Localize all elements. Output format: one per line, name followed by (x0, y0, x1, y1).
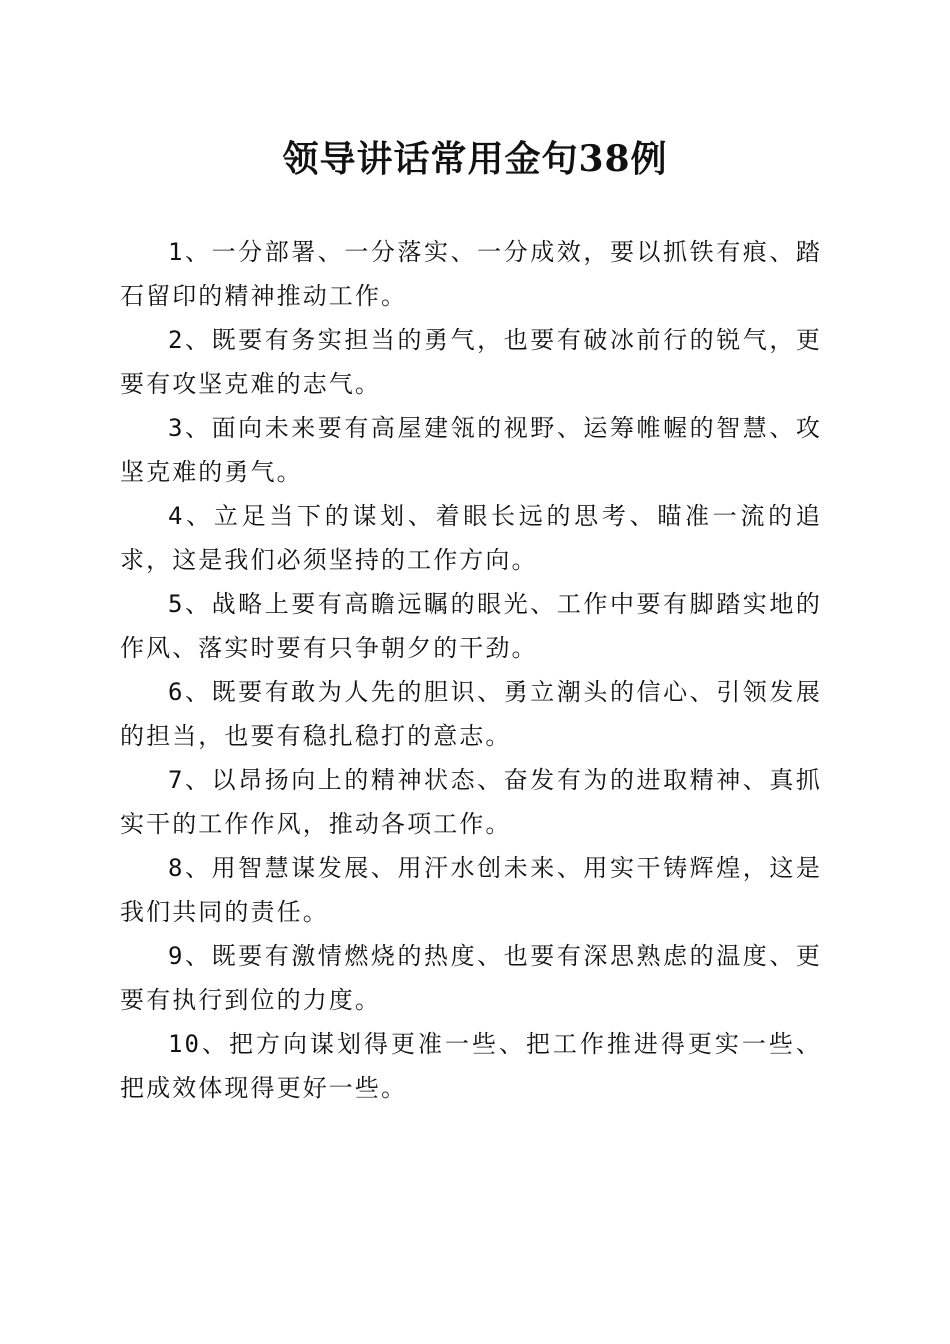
paragraph-1: 1、一分部署、一分落实、一分成效，要以抓铁有痕、踏石留印的精神推动工作。 (120, 238, 822, 310)
paragraph-10: 10、把方向谋划得更准一些、把工作推进得更实一些、把成效体现得更好一些。 (120, 1030, 822, 1102)
document-title: 领导讲话常用金句38例 (282, 138, 668, 180)
paragraph-6: 6、既要有敢为人先的胆识、勇立潮头的信心、引领发展的担当，也要有稳扎稳打的意志。 (120, 678, 822, 750)
paragraph-8: 8、用智慧谋发展、用汗水创未来、用实干铸辉煌，这是我们共同的责任。 (120, 854, 822, 926)
paragraph-7: 7、以昂扬向上的精神状态、奋发有为的进取精神、真抓实干的工作作风，推动各项工作。 (120, 766, 822, 838)
paragraph-4: 4、立足当下的谋划、着眼长远的思考、瞄准一流的追求，这是我们必须坚持的工作方向。 (120, 502, 822, 574)
paragraph-2: 2、既要有务实担当的勇气，也要有破冰前行的锐气，更要有攻坚克难的志气。 (120, 326, 822, 398)
paragraph-3: 3、面向未来要有高屋建瓴的视野、运筹帷幄的智慧、攻坚克难的勇气。 (120, 414, 822, 486)
paragraph-9: 9、既要有激情燃烧的热度、也要有深思熟虑的温度、更要有执行到位的力度。 (120, 942, 822, 1014)
document-body (120, 230, 822, 1110)
paragraph-5: 5、战略上要有高瞻远瞩的眼光、工作中要有脚踏实地的作风、落实时要有只争朝夕的干劲。 (120, 590, 822, 662)
